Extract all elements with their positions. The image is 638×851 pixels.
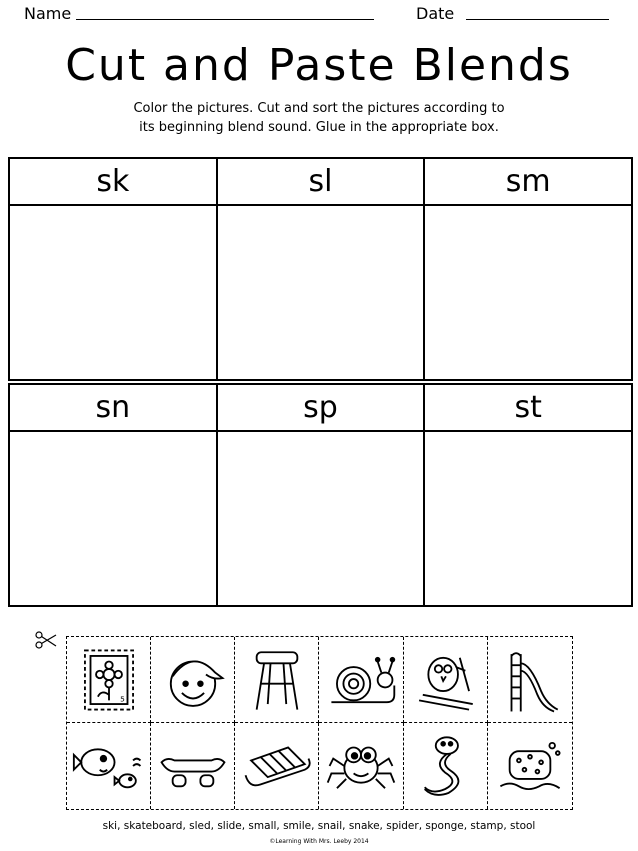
stamp-icon xyxy=(72,643,146,717)
blend-header-sl: sl xyxy=(218,159,426,204)
sort-box-row xyxy=(10,206,631,379)
small-fish-icon xyxy=(72,729,146,803)
instructions xyxy=(0,99,638,137)
sort-table-top xyxy=(8,157,633,381)
copyright-notice: ©Learning With Mrs. Leeby 2014 xyxy=(269,838,369,845)
blend-header-sk: sk xyxy=(10,159,218,204)
page-title: Cut and Paste Blends xyxy=(65,40,573,91)
blend-header-st: st xyxy=(514,390,542,425)
scissors-icon xyxy=(34,630,58,652)
name-line[interactable] xyxy=(76,19,374,20)
picture-card[interactable] xyxy=(235,637,319,723)
snail-icon xyxy=(324,643,398,717)
blend-header-sm: sm xyxy=(505,164,551,199)
picture-card[interactable] xyxy=(67,723,151,809)
picture-card[interactable] xyxy=(319,637,403,723)
snake-icon xyxy=(408,729,482,803)
name-label: Name xyxy=(24,4,72,23)
picture-card[interactable] xyxy=(404,637,488,723)
picture-card[interactable] xyxy=(235,723,319,809)
glue-box-sp[interactable] xyxy=(218,432,426,605)
picture-card[interactable] xyxy=(151,637,235,723)
skateboard-icon xyxy=(156,729,230,803)
sort-box-row xyxy=(10,432,631,605)
svg-text:5: 5 xyxy=(119,693,125,703)
sort-table-bottom xyxy=(8,383,633,607)
blend-header-sp: sp xyxy=(218,385,426,430)
instructions-line-1: Color the pictures. Cut and sort the pictures according to xyxy=(133,101,505,116)
blend-header-sn: sn xyxy=(10,385,218,430)
word-bank: ski, skateboard, sled, slide, small, smile, snail, snake, spider, sponge, stamp, stool xyxy=(102,820,536,832)
ski-icon xyxy=(408,643,482,717)
glue-box-sm[interactable] xyxy=(425,206,631,379)
picture-cut-grid xyxy=(66,636,573,810)
picture-card[interactable] xyxy=(488,723,572,809)
sort-header-row xyxy=(10,159,631,206)
instructions-line-2: its beginning blend sound. Glue in the appropriate box. xyxy=(139,120,499,135)
date-label: Date xyxy=(416,4,455,23)
smile-icon xyxy=(156,643,230,717)
glue-box-sl[interactable] xyxy=(218,206,426,379)
picture-card[interactable] xyxy=(67,637,151,723)
stool-icon xyxy=(240,643,314,717)
picture-card[interactable] xyxy=(404,723,488,809)
sort-header-row xyxy=(10,385,631,432)
glue-box-sn[interactable] xyxy=(10,432,218,605)
picture-card[interactable] xyxy=(151,723,235,809)
slide-icon xyxy=(493,643,567,717)
spider-icon xyxy=(324,729,398,803)
date-line[interactable] xyxy=(466,19,609,20)
picture-card[interactable] xyxy=(319,723,403,809)
glue-box-sk[interactable] xyxy=(10,206,218,379)
picture-card[interactable] xyxy=(488,637,572,723)
glue-box-st[interactable] xyxy=(425,432,631,605)
sled-icon xyxy=(240,729,314,803)
sponge-icon xyxy=(493,729,567,803)
